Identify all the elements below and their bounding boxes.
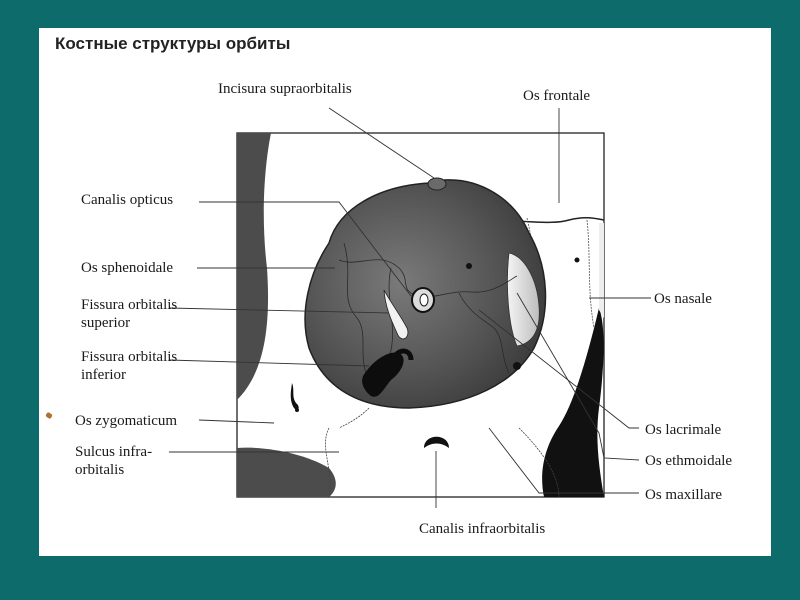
- label-os-lacrimale: Os lacrimale: [645, 422, 722, 438]
- label-os-nasale: Os nasale: [654, 291, 712, 307]
- label-canalis-opticus: Canalis opticus: [81, 192, 174, 208]
- label-os-ethmoidale: Os ethmoidale: [645, 453, 733, 469]
- slide: [39, 28, 771, 556]
- label-fissura-orbitalis-inferior: Fissura orbitalis inferior: [81, 349, 178, 383]
- label-canalis-infraorbitalis: Canalis infraorbitalis: [419, 521, 546, 537]
- label-fissura-orbitalis-superior: Fissura orbitalis superior: [81, 297, 178, 331]
- page-title: Костные структуры орбиты: [55, 34, 291, 53]
- label-os-zygomaticum: Os zygomaticum: [75, 413, 178, 429]
- label-os-maxillare: Os maxillare: [645, 487, 723, 503]
- lower-left-dark-region: [237, 448, 336, 497]
- infraorbital-canal-mark: [424, 437, 449, 448]
- label-os-sphenoidale: Os sphenoidale: [81, 260, 174, 276]
- label-sulcus-infraorbitalis: Sulcus infra- orbitalis: [75, 444, 153, 478]
- zygomatic-dark-region: [237, 133, 271, 400]
- label-incisura-supraorbitalis: Incisura supraorbitalis: [218, 81, 352, 97]
- label-os-frontale: Os frontale: [523, 88, 591, 104]
